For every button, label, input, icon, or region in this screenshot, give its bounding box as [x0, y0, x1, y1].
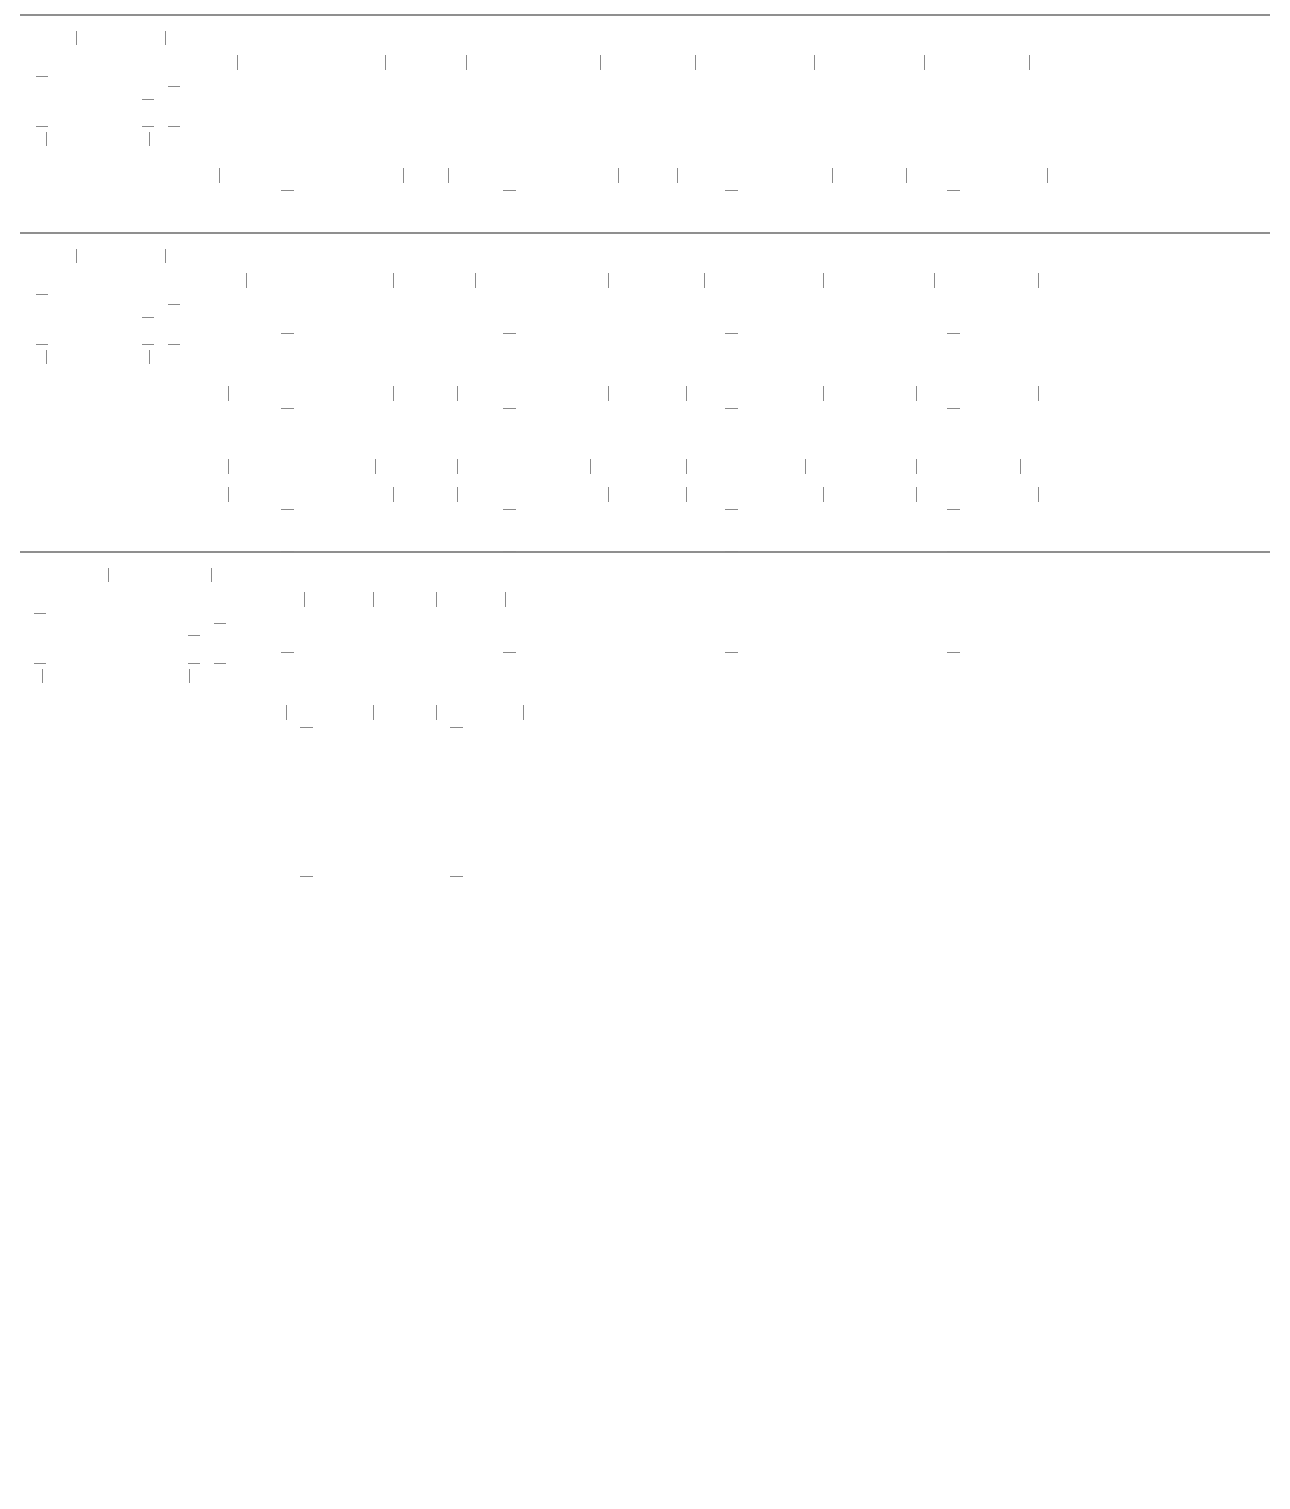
tick [916, 386, 917, 401]
model-unit [866, 28, 1088, 73]
tick [149, 350, 150, 364]
side-seat-height-dim [144, 99, 170, 127]
tick [686, 487, 687, 502]
tick [373, 592, 374, 607]
tick [168, 304, 180, 305]
tick [503, 652, 516, 653]
tick [36, 344, 48, 345]
top-view-unit [200, 485, 422, 509]
front-width-dim [457, 271, 609, 291]
tick [168, 86, 180, 87]
front-width-dim [686, 457, 824, 477]
model-unit [644, 28, 866, 73]
depth-dim [509, 190, 529, 334]
tick [823, 487, 824, 502]
tick [686, 386, 687, 401]
tick [450, 876, 463, 877]
tick [189, 669, 190, 683]
modular-front-row-left-arm [20, 246, 1270, 376]
tick [36, 126, 48, 127]
tick [457, 459, 458, 474]
tick [704, 273, 705, 288]
tick [393, 386, 394, 401]
tick [34, 663, 46, 664]
tick [725, 408, 738, 409]
tick [36, 76, 48, 77]
side-length-dim [42, 668, 190, 688]
front-width-dim [286, 590, 374, 610]
section-chaise [20, 543, 1270, 725]
tick [42, 669, 43, 683]
tick [165, 31, 166, 45]
top-width-dim [228, 384, 394, 404]
front-width-dim [906, 53, 1048, 73]
tick [448, 168, 449, 183]
tick [1038, 386, 1039, 401]
tick [608, 273, 609, 288]
section-title [20, 6, 1270, 16]
tick [947, 408, 960, 409]
front-width-dim [228, 271, 394, 291]
front-width-dim [686, 271, 824, 291]
front-width-dim [436, 590, 524, 610]
tick [725, 509, 738, 510]
top-view-unit [866, 166, 1088, 190]
side-height-dim [22, 76, 52, 127]
tick [228, 386, 229, 401]
depth-dim [456, 727, 476, 877]
tick [466, 55, 467, 70]
tick [219, 168, 220, 183]
chaise-front-row [20, 565, 1270, 695]
top-view-unit [255, 703, 405, 725]
depth-dim [306, 727, 326, 877]
depth-dim [953, 509, 973, 653]
tick [1029, 55, 1030, 70]
tick [947, 509, 960, 510]
top-view-unit [200, 384, 422, 408]
front-width-dim [228, 457, 394, 477]
model-unit [644, 432, 866, 477]
depth-dim [509, 509, 529, 653]
top-width-dim [286, 703, 374, 723]
sofa-side-view [20, 246, 200, 376]
model-unit [644, 246, 866, 291]
tick [300, 876, 313, 877]
spec-sheet [0, 0, 1290, 725]
tick [947, 652, 960, 653]
tick [168, 344, 180, 345]
tick [385, 55, 386, 70]
top-width-dim [686, 485, 824, 505]
tick [281, 652, 294, 653]
model-unit [422, 432, 644, 477]
side-top-dim [108, 567, 212, 587]
top-width-dim [677, 166, 833, 186]
tick [228, 487, 229, 502]
tick [214, 623, 226, 624]
tick [165, 249, 166, 263]
section-modular [20, 224, 1270, 509]
tick [686, 459, 687, 474]
top-view-unit [422, 485, 644, 509]
tick [46, 132, 47, 146]
front-width-dim [916, 457, 1039, 477]
top-width-dim [457, 485, 609, 505]
tick [281, 333, 294, 334]
top-width-dim [219, 166, 404, 186]
tick [168, 126, 180, 127]
tick [281, 509, 294, 510]
tick [393, 487, 394, 502]
side-arm-height-dim [170, 304, 196, 345]
tick [475, 273, 476, 288]
modular-top-row-left-arm [200, 384, 1270, 408]
tick [188, 663, 200, 664]
depth-dim [287, 509, 307, 653]
tick [832, 168, 833, 183]
tick [457, 487, 458, 502]
front-width-dim [448, 53, 619, 73]
side-length-dim [46, 131, 150, 151]
sofas-top-row [200, 166, 1270, 190]
tick [947, 333, 960, 334]
top-view-unit [422, 166, 644, 190]
tick [1038, 273, 1039, 288]
depth-dim [731, 190, 751, 334]
tick [188, 635, 200, 636]
tick [590, 459, 591, 474]
top-view-unit [866, 384, 1088, 408]
side-top-dim [76, 248, 166, 268]
tick [450, 727, 463, 728]
tick [823, 386, 824, 401]
tick [814, 55, 815, 70]
tick [503, 333, 516, 334]
top-width-dim [916, 485, 1039, 505]
tick [503, 408, 516, 409]
tick [600, 55, 601, 70]
tick [618, 168, 619, 183]
tick [947, 190, 960, 191]
tick [214, 663, 226, 664]
top-view-unit [200, 166, 422, 190]
tick [503, 190, 516, 191]
top-width-dim [436, 703, 524, 723]
tick [34, 613, 46, 614]
section-title [20, 543, 1270, 553]
tick [281, 190, 294, 191]
tick [916, 459, 917, 474]
tick [608, 487, 609, 502]
tick [286, 705, 287, 720]
depth-dim [287, 190, 307, 334]
tick [142, 317, 154, 318]
tick [108, 568, 109, 582]
tick [142, 99, 154, 100]
section-title [20, 224, 1270, 234]
tick [906, 168, 907, 183]
tick [1038, 487, 1039, 502]
top-view-unit [644, 485, 866, 509]
tick [237, 55, 238, 70]
tick [1047, 168, 1048, 183]
tick [304, 592, 305, 607]
sofas-front-row [20, 28, 1270, 158]
tick [916, 487, 917, 502]
side-top-dim [76, 30, 166, 50]
top-width-dim [686, 384, 824, 404]
tick [281, 408, 294, 409]
model-unit [422, 246, 644, 291]
tick [725, 333, 738, 334]
model-unit [200, 28, 422, 73]
tick [677, 168, 678, 183]
tick [46, 350, 47, 364]
model-unit [422, 28, 644, 73]
tick [725, 652, 738, 653]
tick [505, 592, 506, 607]
side-seat-height-dim [190, 635, 216, 664]
top-width-dim [916, 384, 1039, 404]
tick [76, 249, 77, 263]
tick [924, 55, 925, 70]
section-sofas [20, 6, 1270, 190]
tick [725, 190, 738, 191]
tick [403, 168, 404, 183]
model-unit [200, 432, 422, 477]
tick [1020, 459, 1021, 474]
top-width-dim [906, 166, 1048, 186]
side-length-dim [46, 349, 150, 369]
tick [457, 386, 458, 401]
top-view-unit [405, 703, 555, 725]
side-arm-height-dim [170, 86, 196, 127]
tick [149, 132, 150, 146]
front-width-dim [457, 457, 609, 477]
tick [228, 459, 229, 474]
tick [211, 568, 212, 582]
tick [142, 126, 154, 127]
model-unit [866, 246, 1088, 291]
tick [503, 509, 516, 510]
tick [300, 727, 313, 728]
tick [695, 55, 696, 70]
tick [393, 273, 394, 288]
depth-dim [953, 190, 973, 334]
tick [823, 273, 824, 288]
side-height-dim [20, 613, 50, 664]
model-unit [405, 565, 555, 610]
top-width-dim [448, 166, 619, 186]
tick [436, 592, 437, 607]
tick [934, 273, 935, 288]
model-unit [866, 432, 1088, 477]
tick [523, 705, 524, 720]
front-width-dim [677, 53, 833, 73]
top-width-dim [228, 485, 394, 505]
side-height-dim [22, 294, 52, 345]
tick [142, 344, 154, 345]
tick [436, 705, 437, 720]
top-view-unit [866, 485, 1088, 509]
tick [373, 705, 374, 720]
tick [36, 294, 48, 295]
top-view-unit [644, 166, 866, 190]
tick [246, 273, 247, 288]
top-view-unit [422, 384, 644, 408]
chaise-side-view [20, 565, 255, 695]
front-width-dim [916, 271, 1039, 291]
side-seat-height-dim [144, 317, 170, 345]
tick [805, 459, 806, 474]
top-width-dim [457, 384, 609, 404]
depth-dim [731, 509, 751, 653]
tick [608, 386, 609, 401]
tick [76, 31, 77, 45]
front-width-dim [219, 53, 404, 73]
tick [375, 459, 376, 474]
chaise-top-row [255, 703, 1270, 725]
model-unit [200, 246, 422, 291]
model-unit [255, 565, 405, 610]
sofa-side-view [20, 28, 200, 158]
top-view-unit [644, 384, 866, 408]
side-arm-height-dim [216, 623, 242, 664]
